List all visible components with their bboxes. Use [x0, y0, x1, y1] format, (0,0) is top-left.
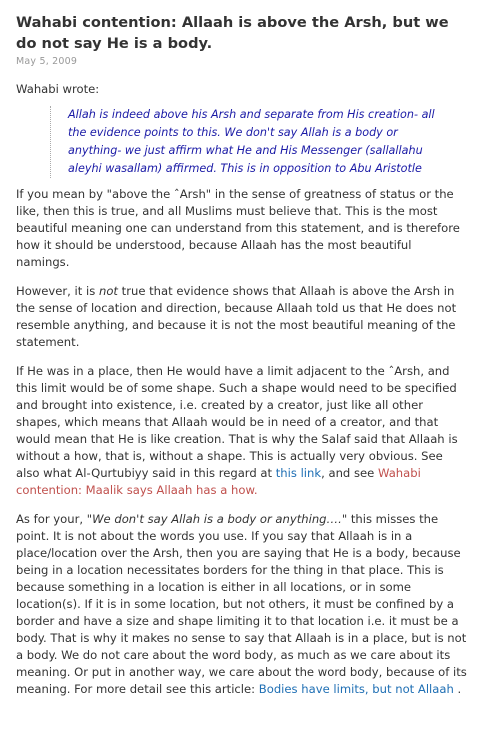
- paragraph-2-emphasis: not: [98, 284, 118, 298]
- post-date: May 5, 2009: [16, 56, 78, 67]
- paragraph-2-text-a: However, it is: [16, 284, 99, 298]
- paragraph-3-text-mid: , and see: [321, 466, 378, 480]
- paragraph-2-text-b: true that evidence shows that Allaah is above the Arsh in the sense of location and direction, because Allaah told us that He does not resemble anything, and because it is not the most beautiful meaning of the statement.: [16, 284, 457, 349]
- bodies-have-limits-link[interactable]: Bodies have limits, but not Allaah: [258, 682, 454, 696]
- maalik-contention-link[interactable]: Wahabi contention: Maalik says Allaah has a how.: [16, 466, 421, 497]
- paragraph-4-text-b: " this misses the point. It is not about the words you use. If you say that Allaah is in a place/location over the Arsh, then you are saying that He is a body, because being in a location necessitates borders for the thing in that place. This is because something in a location is either in all locations, or in some location(s). If it is in some location, but not others, it must be confined by a border and have a size and shape limiting it to that location i.e. it must be a body. That is why it makes no sense to say that Allaah is in a place, but is not a body. We do not care about the word body, as much as we care about its meaning. Or put in another way, we care about the word body, because of its meaning. For more detail see this article:: [16, 512, 467, 696]
- paragraph-4-text-a: As for your, ": [16, 512, 93, 526]
- intro-text: Wahabi wrote:: [16, 82, 100, 96]
- blockquote: Allah is indeed above his Arsh and separate from His creation- all the evidence points to this. We don't say Allah is a body or anything- we just affirm what He and His Messenger (sallallahu aleyhi wasallam) affirmed. This is in opposition to Abu Aristotle: [50, 106, 445, 178]
- paragraph-4-emphasis: We don't say Allah is a body or anything….: [92, 512, 342, 526]
- this-link[interactable]: this link: [275, 466, 322, 480]
- paragraph-2: [16, 283, 467, 351]
- paragraph-3-text-a: If He was in a place, then He would have a limit adjacent to the ˆArsh, and this limit would be of some shape. Such a shape would need to be specified and brought into existence, i.e. created by a creator, just like all other shapes, which means that Allaah would be in need of a creator, and that would mean that He is like creation. That is why the Salaf said that Allaah is without a how, that is, without a shape. This is actually very obvious. See also what Al-Qurtubiyy said in this regard at: [16, 364, 458, 480]
- paragraph-4-end: .: [453, 682, 462, 696]
- paragraph-3: [16, 363, 467, 499]
- paragraph-1: If you mean by "above the ˆArsh" in the sense of greatness of status or the like, then this is true, and all Muslims must believe that. This is the most beautiful meaning one can understand from this statement, and is therefore how it should be understood, because Allaah has the most beautiful namings.: [16, 187, 460, 269]
- paragraph-4: [16, 511, 467, 698]
- post-title: Wahabi contention: Allaah is above the Arsh, but we do not say He is a body.: [16, 14, 449, 52]
